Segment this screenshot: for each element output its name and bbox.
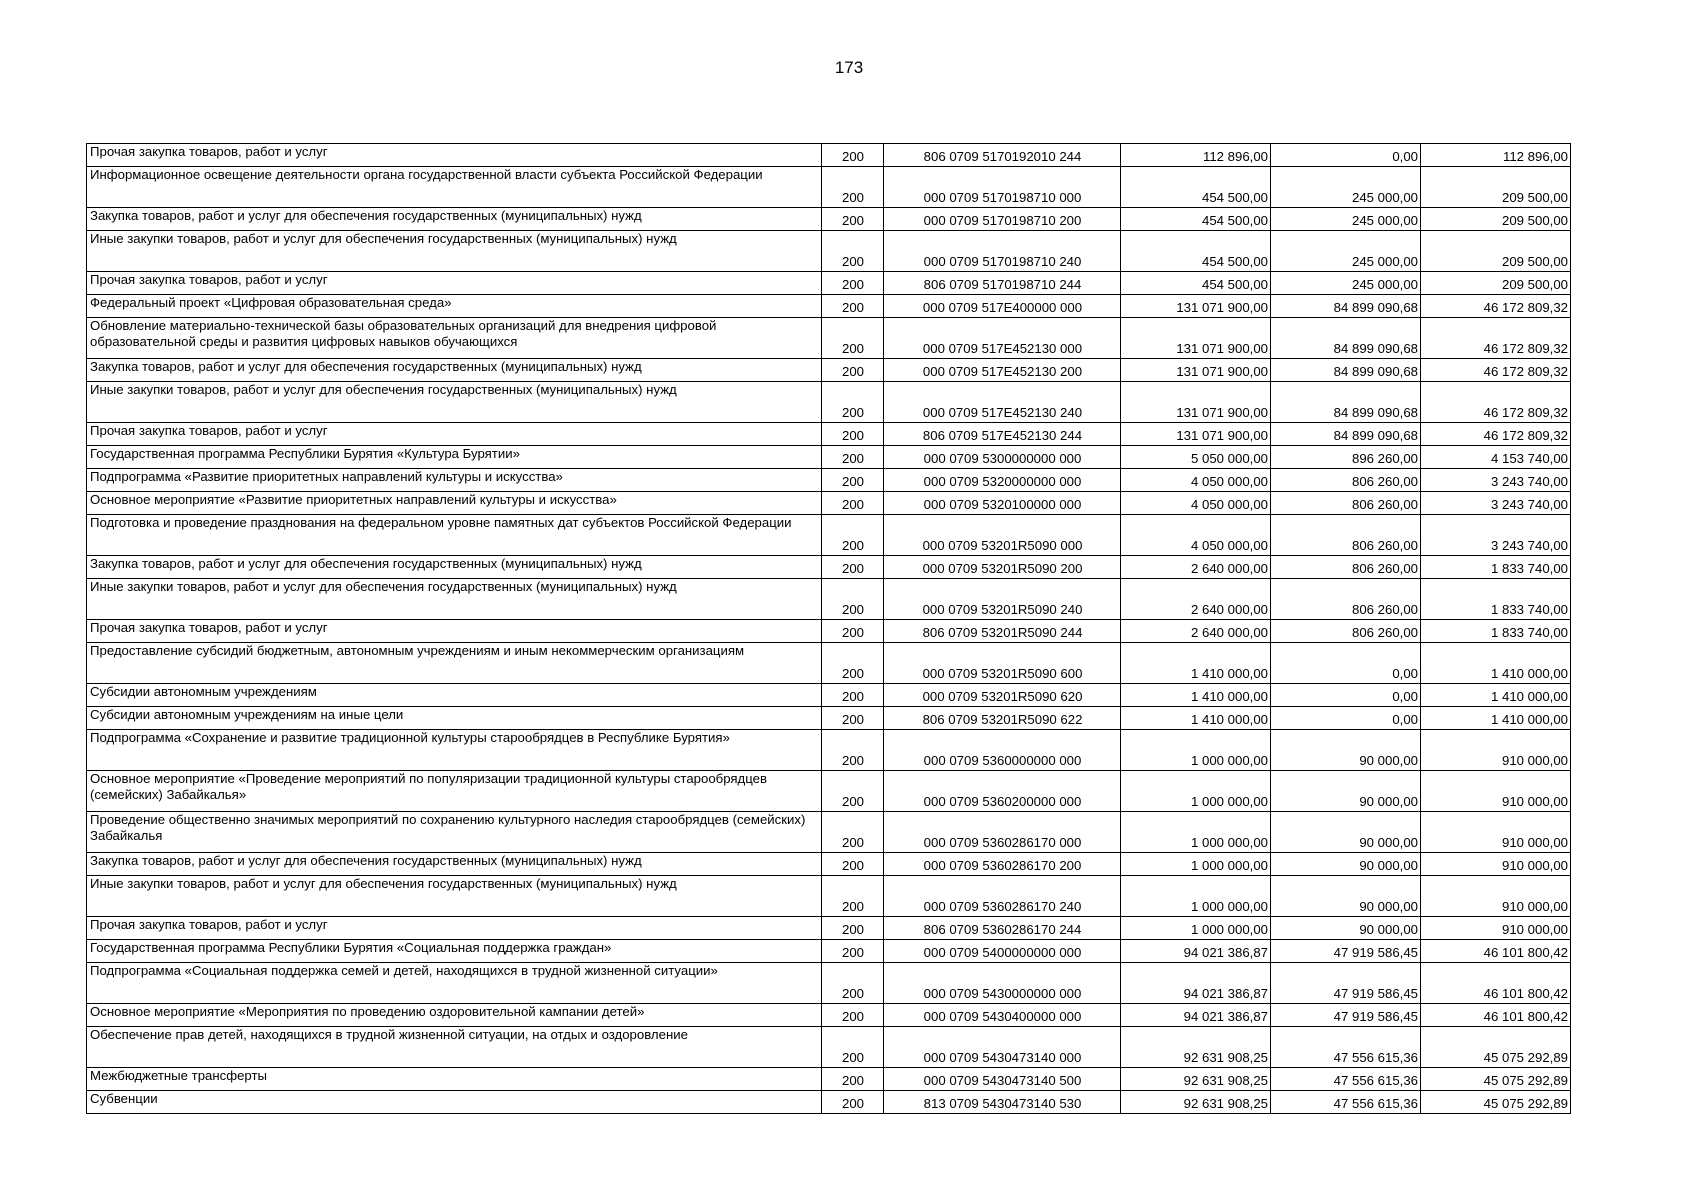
row-value-2-cell: 896 260,00 — [1271, 446, 1421, 469]
row-name-cell: Обеспечение прав детей, находящихся в трудной жизненной ситуации, на отдых и оздоровление — [87, 1027, 822, 1068]
row-value-1-cell: 1 000 000,00 — [1121, 876, 1271, 917]
row-value-3-cell: 46 172 809,32 — [1421, 423, 1571, 446]
row-value-1-cell: 1 000 000,00 — [1121, 812, 1271, 853]
row-kbk-cell: 000 0709 517E452130 000 — [884, 318, 1121, 359]
row-value-1-cell: 454 500,00 — [1121, 231, 1271, 272]
row-code-cell: 200 — [822, 940, 884, 963]
row-code-cell: 200 — [822, 167, 884, 208]
row-value-2-cell: 84 899 090,68 — [1271, 359, 1421, 382]
row-value-2-cell: 47 919 586,45 — [1271, 1004, 1421, 1027]
row-value-1-cell: 94 021 386,87 — [1121, 940, 1271, 963]
row-value-3-cell: 910 000,00 — [1421, 917, 1571, 940]
row-value-3-cell: 112 896,00 — [1421, 144, 1571, 167]
budget-table — [86, 143, 1571, 1114]
row-kbk-cell: 806 0709 517E452130 244 — [884, 423, 1121, 446]
row-kbk-cell: 000 0709 5170198710 240 — [884, 231, 1121, 272]
row-name-cell: Иные закупки товаров, работ и услуг для обеспечения государственных (муниципальных) нужд — [87, 231, 822, 272]
row-value-2-cell: 806 260,00 — [1271, 469, 1421, 492]
table-row — [87, 359, 1571, 382]
row-name-cell: Закупка товаров, работ и услуг для обеспечения государственных (муниципальных) нужд — [87, 853, 822, 876]
row-code-cell: 200 — [822, 423, 884, 446]
row-value-1-cell: 1 000 000,00 — [1121, 917, 1271, 940]
table-row — [87, 208, 1571, 231]
row-name-cell: Прочая закупка товаров, работ и услуг — [87, 620, 822, 643]
row-code-cell: 200 — [822, 812, 884, 853]
row-name-cell: Прочая закупка товаров, работ и услуг — [87, 272, 822, 295]
row-value-1-cell: 2 640 000,00 — [1121, 556, 1271, 579]
row-value-1-cell: 131 071 900,00 — [1121, 423, 1271, 446]
row-name-cell: Подпрограмма «Сохранение и развитие традиционной культуры старообрядцев в Республике Бурятия» — [87, 730, 822, 771]
row-value-1-cell: 92 631 908,25 — [1121, 1068, 1271, 1091]
row-code-cell: 200 — [822, 492, 884, 515]
row-value-2-cell: 0,00 — [1271, 144, 1421, 167]
row-name-cell: Субвенции — [87, 1091, 822, 1114]
table-row — [87, 167, 1571, 208]
row-value-3-cell: 46 172 809,32 — [1421, 382, 1571, 423]
row-code-cell: 200 — [822, 1027, 884, 1068]
table-row — [87, 515, 1571, 556]
row-kbk-cell: 000 0709 517E400000 000 — [884, 295, 1121, 318]
row-kbk-cell: 000 0709 5320000000 000 — [884, 469, 1121, 492]
table-row — [87, 1004, 1571, 1027]
row-kbk-cell: 813 0709 5430473140 530 — [884, 1091, 1121, 1114]
row-kbk-cell: 000 0709 53201R5090 600 — [884, 643, 1121, 684]
row-code-cell: 200 — [822, 876, 884, 917]
table-row — [87, 853, 1571, 876]
row-code-cell: 200 — [822, 620, 884, 643]
row-code-cell: 200 — [822, 1068, 884, 1091]
row-kbk-cell: 806 0709 53201R5090 244 — [884, 620, 1121, 643]
row-name-cell: Субсидии автономным учреждениям — [87, 684, 822, 707]
row-value-3-cell: 910 000,00 — [1421, 876, 1571, 917]
row-kbk-cell: 000 0709 5400000000 000 — [884, 940, 1121, 963]
table-body — [87, 144, 1571, 1114]
row-kbk-cell: 000 0709 5430473140 000 — [884, 1027, 1121, 1068]
table-row — [87, 707, 1571, 730]
table-row — [87, 1091, 1571, 1114]
row-code-cell: 200 — [822, 208, 884, 231]
row-code-cell: 200 — [822, 382, 884, 423]
row-value-2-cell: 90 000,00 — [1271, 917, 1421, 940]
row-value-1-cell: 1 000 000,00 — [1121, 771, 1271, 812]
row-value-3-cell: 1 410 000,00 — [1421, 707, 1571, 730]
row-name-cell: Закупка товаров, работ и услуг для обеспечения государственных (муниципальных) нужд — [87, 359, 822, 382]
table-row — [87, 812, 1571, 853]
row-code-cell: 200 — [822, 1004, 884, 1027]
row-name-cell: Иные закупки товаров, работ и услуг для обеспечения государственных (муниципальных) нужд — [87, 876, 822, 917]
row-value-3-cell: 3 243 740,00 — [1421, 515, 1571, 556]
row-value-1-cell: 1 000 000,00 — [1121, 853, 1271, 876]
row-name-cell: Информационное освещение деятельности органа государственной власти субъекта Российской Федерации — [87, 167, 822, 208]
row-value-3-cell: 3 243 740,00 — [1421, 492, 1571, 515]
row-value-2-cell: 806 260,00 — [1271, 515, 1421, 556]
row-value-3-cell: 209 500,00 — [1421, 208, 1571, 231]
row-value-3-cell: 910 000,00 — [1421, 771, 1571, 812]
table-row — [87, 876, 1571, 917]
row-value-2-cell: 90 000,00 — [1271, 853, 1421, 876]
row-value-2-cell: 47 919 586,45 — [1271, 940, 1421, 963]
row-value-1-cell: 131 071 900,00 — [1121, 382, 1271, 423]
row-code-cell: 200 — [822, 515, 884, 556]
row-value-3-cell: 209 500,00 — [1421, 272, 1571, 295]
row-kbk-cell: 000 0709 5360200000 000 — [884, 771, 1121, 812]
row-value-2-cell: 84 899 090,68 — [1271, 318, 1421, 359]
row-value-3-cell: 1 833 740,00 — [1421, 556, 1571, 579]
row-kbk-cell: 000 0709 53201R5090 200 — [884, 556, 1121, 579]
row-value-1-cell: 131 071 900,00 — [1121, 295, 1271, 318]
table-row — [87, 272, 1571, 295]
row-name-cell: Проведение общественно значимых мероприятий по сохранению культурного наследия старообрядцев (семейских) Забайкалья — [87, 812, 822, 853]
table-row — [87, 620, 1571, 643]
row-kbk-cell: 000 0709 5320100000 000 — [884, 492, 1121, 515]
row-value-1-cell: 94 021 386,87 — [1121, 1004, 1271, 1027]
row-kbk-cell: 000 0709 5170198710 000 — [884, 167, 1121, 208]
row-code-cell: 200 — [822, 556, 884, 579]
row-code-cell: 200 — [822, 272, 884, 295]
row-value-2-cell: 47 919 586,45 — [1271, 963, 1421, 1004]
row-value-2-cell: 0,00 — [1271, 684, 1421, 707]
row-kbk-cell: 000 0709 517E452130 200 — [884, 359, 1121, 382]
row-value-2-cell: 47 556 615,36 — [1271, 1091, 1421, 1114]
row-value-3-cell: 1 833 740,00 — [1421, 579, 1571, 620]
table-row — [87, 318, 1571, 359]
row-kbk-cell: 000 0709 53201R5090 620 — [884, 684, 1121, 707]
row-value-2-cell: 0,00 — [1271, 643, 1421, 684]
row-name-cell: Закупка товаров, работ и услуг для обеспечения государственных (муниципальных) нужд — [87, 208, 822, 231]
row-value-1-cell: 5 050 000,00 — [1121, 446, 1271, 469]
row-value-2-cell: 806 260,00 — [1271, 492, 1421, 515]
row-kbk-cell: 000 0709 5360286170 240 — [884, 876, 1121, 917]
row-value-2-cell: 47 556 615,36 — [1271, 1068, 1421, 1091]
row-value-3-cell: 46 101 800,42 — [1421, 1004, 1571, 1027]
row-value-3-cell: 1 833 740,00 — [1421, 620, 1571, 643]
row-value-3-cell: 3 243 740,00 — [1421, 469, 1571, 492]
row-name-cell: Прочая закупка товаров, работ и услуг — [87, 423, 822, 446]
row-name-cell: Федеральный проект «Цифровая образовательная среда» — [87, 295, 822, 318]
table-row — [87, 469, 1571, 492]
row-value-3-cell: 1 410 000,00 — [1421, 643, 1571, 684]
row-kbk-cell: 806 0709 5360286170 244 — [884, 917, 1121, 940]
table-row — [87, 382, 1571, 423]
row-kbk-cell: 806 0709 5170192010 244 — [884, 144, 1121, 167]
row-name-cell: Основное мероприятие «Развитие приоритетных направлений культуры и искусства» — [87, 492, 822, 515]
row-value-1-cell: 131 071 900,00 — [1121, 359, 1271, 382]
row-name-cell: Субсидии автономным учреждениям на иные цели — [87, 707, 822, 730]
table-row — [87, 684, 1571, 707]
row-value-2-cell: 84 899 090,68 — [1271, 295, 1421, 318]
table-row — [87, 492, 1571, 515]
row-code-cell: 200 — [822, 469, 884, 492]
table-row — [87, 231, 1571, 272]
row-kbk-cell: 000 0709 5360286170 000 — [884, 812, 1121, 853]
row-value-2-cell: 245 000,00 — [1271, 208, 1421, 231]
row-value-1-cell: 454 500,00 — [1121, 167, 1271, 208]
row-value-2-cell: 806 260,00 — [1271, 556, 1421, 579]
row-code-cell: 200 — [822, 231, 884, 272]
row-value-3-cell: 45 075 292,89 — [1421, 1027, 1571, 1068]
row-value-2-cell: 90 000,00 — [1271, 730, 1421, 771]
row-value-1-cell: 1 410 000,00 — [1121, 684, 1271, 707]
row-value-2-cell: 245 000,00 — [1271, 272, 1421, 295]
row-value-1-cell: 94 021 386,87 — [1121, 963, 1271, 1004]
row-value-3-cell: 46 172 809,32 — [1421, 295, 1571, 318]
table-row — [87, 295, 1571, 318]
row-kbk-cell: 000 0709 517E452130 240 — [884, 382, 1121, 423]
row-kbk-cell: 000 0709 5430400000 000 — [884, 1004, 1121, 1027]
table-row — [87, 556, 1571, 579]
row-name-cell: Межбюджетные трансферты — [87, 1068, 822, 1091]
row-kbk-cell: 000 0709 5170198710 200 — [884, 208, 1121, 231]
row-code-cell: 200 — [822, 359, 884, 382]
row-value-3-cell: 910 000,00 — [1421, 730, 1571, 771]
row-name-cell: Предоставление субсидий бюджетным, автономным учреждениям и иным некоммерческим организациям — [87, 643, 822, 684]
table-row — [87, 730, 1571, 771]
row-value-3-cell: 4 153 740,00 — [1421, 446, 1571, 469]
row-kbk-cell: 806 0709 5170198710 244 — [884, 272, 1121, 295]
row-value-2-cell: 245 000,00 — [1271, 231, 1421, 272]
row-code-cell: 200 — [822, 963, 884, 1004]
row-code-cell: 200 — [822, 684, 884, 707]
row-code-cell: 200 — [822, 730, 884, 771]
row-value-3-cell: 45 075 292,89 — [1421, 1091, 1571, 1114]
row-value-3-cell: 910 000,00 — [1421, 853, 1571, 876]
row-name-cell: Прочая закупка товаров, работ и услуг — [87, 144, 822, 167]
row-kbk-cell: 000 0709 5360286170 200 — [884, 853, 1121, 876]
row-value-1-cell: 92 631 908,25 — [1121, 1091, 1271, 1114]
row-code-cell: 200 — [822, 318, 884, 359]
row-name-cell: Государственная программа Республики Бурятия «Социальная поддержка граждан» — [87, 940, 822, 963]
table-row — [87, 446, 1571, 469]
row-value-1-cell: 92 631 908,25 — [1121, 1027, 1271, 1068]
row-code-cell: 200 — [822, 853, 884, 876]
table-row — [87, 144, 1571, 167]
row-kbk-cell: 000 0709 5430000000 000 — [884, 963, 1121, 1004]
row-value-2-cell: 806 260,00 — [1271, 620, 1421, 643]
row-value-3-cell: 46 172 809,32 — [1421, 318, 1571, 359]
row-value-3-cell: 46 101 800,42 — [1421, 963, 1571, 1004]
row-code-cell: 200 — [822, 917, 884, 940]
table-row — [87, 579, 1571, 620]
table-row — [87, 423, 1571, 446]
row-name-cell: Закупка товаров, работ и услуг для обеспечения государственных (муниципальных) нужд — [87, 556, 822, 579]
row-value-1-cell: 4 050 000,00 — [1121, 492, 1271, 515]
row-code-cell: 200 — [822, 707, 884, 730]
row-value-2-cell: 90 000,00 — [1271, 771, 1421, 812]
row-name-cell: Основное мероприятие «Проведение мероприятий по популяризации традиционной культуры старообрядцев (семейских) Забайкалья» — [87, 771, 822, 812]
page-number: 173 — [834, 58, 864, 77]
table-row — [87, 963, 1571, 1004]
table-row — [87, 1068, 1571, 1091]
table-row — [87, 940, 1571, 963]
row-value-2-cell: 806 260,00 — [1271, 579, 1421, 620]
row-value-1-cell: 1 410 000,00 — [1121, 707, 1271, 730]
row-value-1-cell: 131 071 900,00 — [1121, 318, 1271, 359]
row-kbk-cell: 000 0709 53201R5090 000 — [884, 515, 1121, 556]
table-row — [87, 917, 1571, 940]
row-code-cell: 200 — [822, 446, 884, 469]
row-value-3-cell: 910 000,00 — [1421, 812, 1571, 853]
row-value-2-cell: 47 556 615,36 — [1271, 1027, 1421, 1068]
row-value-1-cell: 1 000 000,00 — [1121, 730, 1271, 771]
row-kbk-cell: 000 0709 5300000000 000 — [884, 446, 1121, 469]
row-value-2-cell: 84 899 090,68 — [1271, 382, 1421, 423]
table-row — [87, 643, 1571, 684]
row-name-cell: Подпрограмма «Развитие приоритетных направлений культуры и искусства» — [87, 469, 822, 492]
row-name-cell: Прочая закупка товаров, работ и услуг — [87, 917, 822, 940]
row-code-cell: 200 — [822, 1091, 884, 1114]
row-value-2-cell: 245 000,00 — [1271, 167, 1421, 208]
row-kbk-cell: 000 0709 53201R5090 240 — [884, 579, 1121, 620]
table-row — [87, 1027, 1571, 1068]
row-code-cell: 200 — [822, 295, 884, 318]
row-value-1-cell: 112 896,00 — [1121, 144, 1271, 167]
row-value-1-cell: 2 640 000,00 — [1121, 579, 1271, 620]
row-name-cell: Подготовка и проведение празднования на федеральном уровне памятных дат субъектов Российской Федерации — [87, 515, 822, 556]
row-value-3-cell: 46 101 800,42 — [1421, 940, 1571, 963]
row-value-1-cell: 4 050 000,00 — [1121, 515, 1271, 556]
row-value-2-cell: 84 899 090,68 — [1271, 423, 1421, 446]
row-name-cell: Иные закупки товаров, работ и услуг для обеспечения государственных (муниципальных) нужд — [87, 579, 822, 620]
row-value-1-cell: 4 050 000,00 — [1121, 469, 1271, 492]
row-name-cell: Основное мероприятие «Мероприятия по проведению оздоровительной кампании детей» — [87, 1004, 822, 1027]
row-value-2-cell: 90 000,00 — [1271, 876, 1421, 917]
row-value-2-cell: 90 000,00 — [1271, 812, 1421, 853]
row-name-cell: Государственная программа Республики Бурятия «Культура Бурятии» — [87, 446, 822, 469]
row-kbk-cell: 000 0709 5430473140 500 — [884, 1068, 1121, 1091]
row-value-3-cell: 45 075 292,89 — [1421, 1068, 1571, 1091]
row-value-3-cell: 209 500,00 — [1421, 167, 1571, 208]
row-code-cell: 200 — [822, 579, 884, 620]
row-value-1-cell: 454 500,00 — [1121, 208, 1271, 231]
row-kbk-cell: 806 0709 53201R5090 622 — [884, 707, 1121, 730]
row-kbk-cell: 000 0709 5360000000 000 — [884, 730, 1121, 771]
row-value-1-cell: 2 640 000,00 — [1121, 620, 1271, 643]
table-row — [87, 771, 1571, 812]
row-code-cell: 200 — [822, 643, 884, 684]
row-name-cell: Иные закупки товаров, работ и услуг для обеспечения государственных (муниципальных) нужд — [87, 382, 822, 423]
row-code-cell: 200 — [822, 771, 884, 812]
row-value-1-cell: 1 410 000,00 — [1121, 643, 1271, 684]
row-name-cell: Подпрограмма «Социальная поддержка семей и детей, находящихся в трудной жизненной ситуации» — [87, 963, 822, 1004]
row-value-2-cell: 0,00 — [1271, 707, 1421, 730]
row-name-cell: Обновление материально-технической базы образовательных организаций для внедрения цифровой образовательной среды и развития цифровых навыков обучающихся — [87, 318, 822, 359]
row-value-1-cell: 454 500,00 — [1121, 272, 1271, 295]
row-value-3-cell: 1 410 000,00 — [1421, 684, 1571, 707]
row-value-3-cell: 46 172 809,32 — [1421, 359, 1571, 382]
row-value-3-cell: 209 500,00 — [1421, 231, 1571, 272]
row-code-cell: 200 — [822, 144, 884, 167]
